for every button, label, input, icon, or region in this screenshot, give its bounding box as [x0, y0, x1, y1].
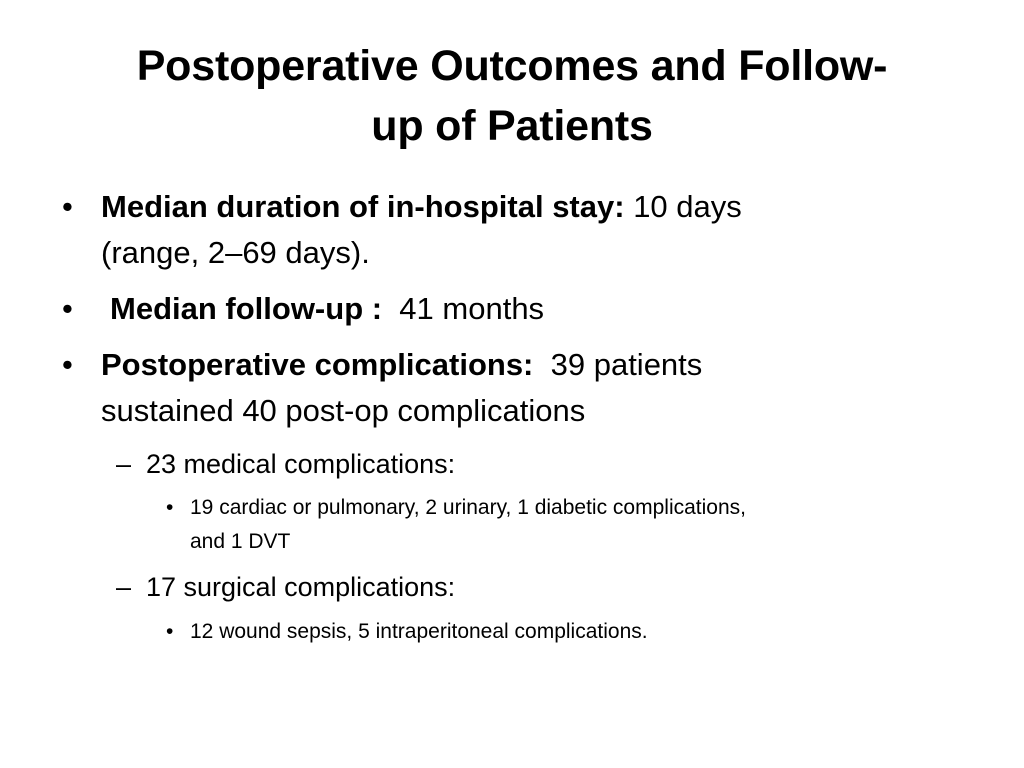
- bullet-value: 41 months: [382, 291, 545, 326]
- bullet-marker: •: [62, 347, 73, 382]
- sub-bullet-surgical: 17 surgical complications:: [146, 572, 456, 602]
- detail-bullet-marker: •: [166, 496, 174, 519]
- bullet-value: 39 patients: [533, 347, 703, 382]
- bullet-hospital-stay: [101, 185, 742, 229]
- bullet-marker: •: [62, 291, 73, 326]
- bullet-label: Median duration of in-hospital stay:: [101, 189, 625, 224]
- sub-bullet-medical: 23 medical complications:: [146, 449, 456, 479]
- bullet-hospital-stay-continuation: (range, 2–69 days).: [101, 235, 370, 270]
- detail-bullet-marker: •: [166, 620, 174, 643]
- bullet-label: Median follow-up :: [110, 291, 383, 326]
- bullet-follow-up: [110, 287, 544, 331]
- sub-bullet-marker: –: [116, 572, 132, 602]
- slide-title-line-1: Postoperative Outcomes and Follow-: [136, 42, 888, 90]
- bullet-label: Postoperative complications:: [101, 347, 534, 382]
- detail-medical-line-1: 19 cardiac or pulmonary, 2 urinary, 1 diabetic complications,: [190, 496, 746, 519]
- bullet-marker: •: [62, 189, 73, 224]
- detail-medical-line-2: and 1 DVT: [190, 530, 291, 553]
- detail-surgical-line-1: 12 wound sepsis, 5 intraperitoneal complications.: [190, 620, 648, 643]
- bullet-complications: [101, 343, 702, 387]
- sub-bullet-marker: –: [116, 449, 132, 479]
- bullet-complications-continuation: sustained 40 post-op complications: [101, 393, 586, 428]
- slide-title-line-2: up of Patients: [371, 102, 653, 150]
- bullet-value: 10 days: [624, 189, 742, 224]
